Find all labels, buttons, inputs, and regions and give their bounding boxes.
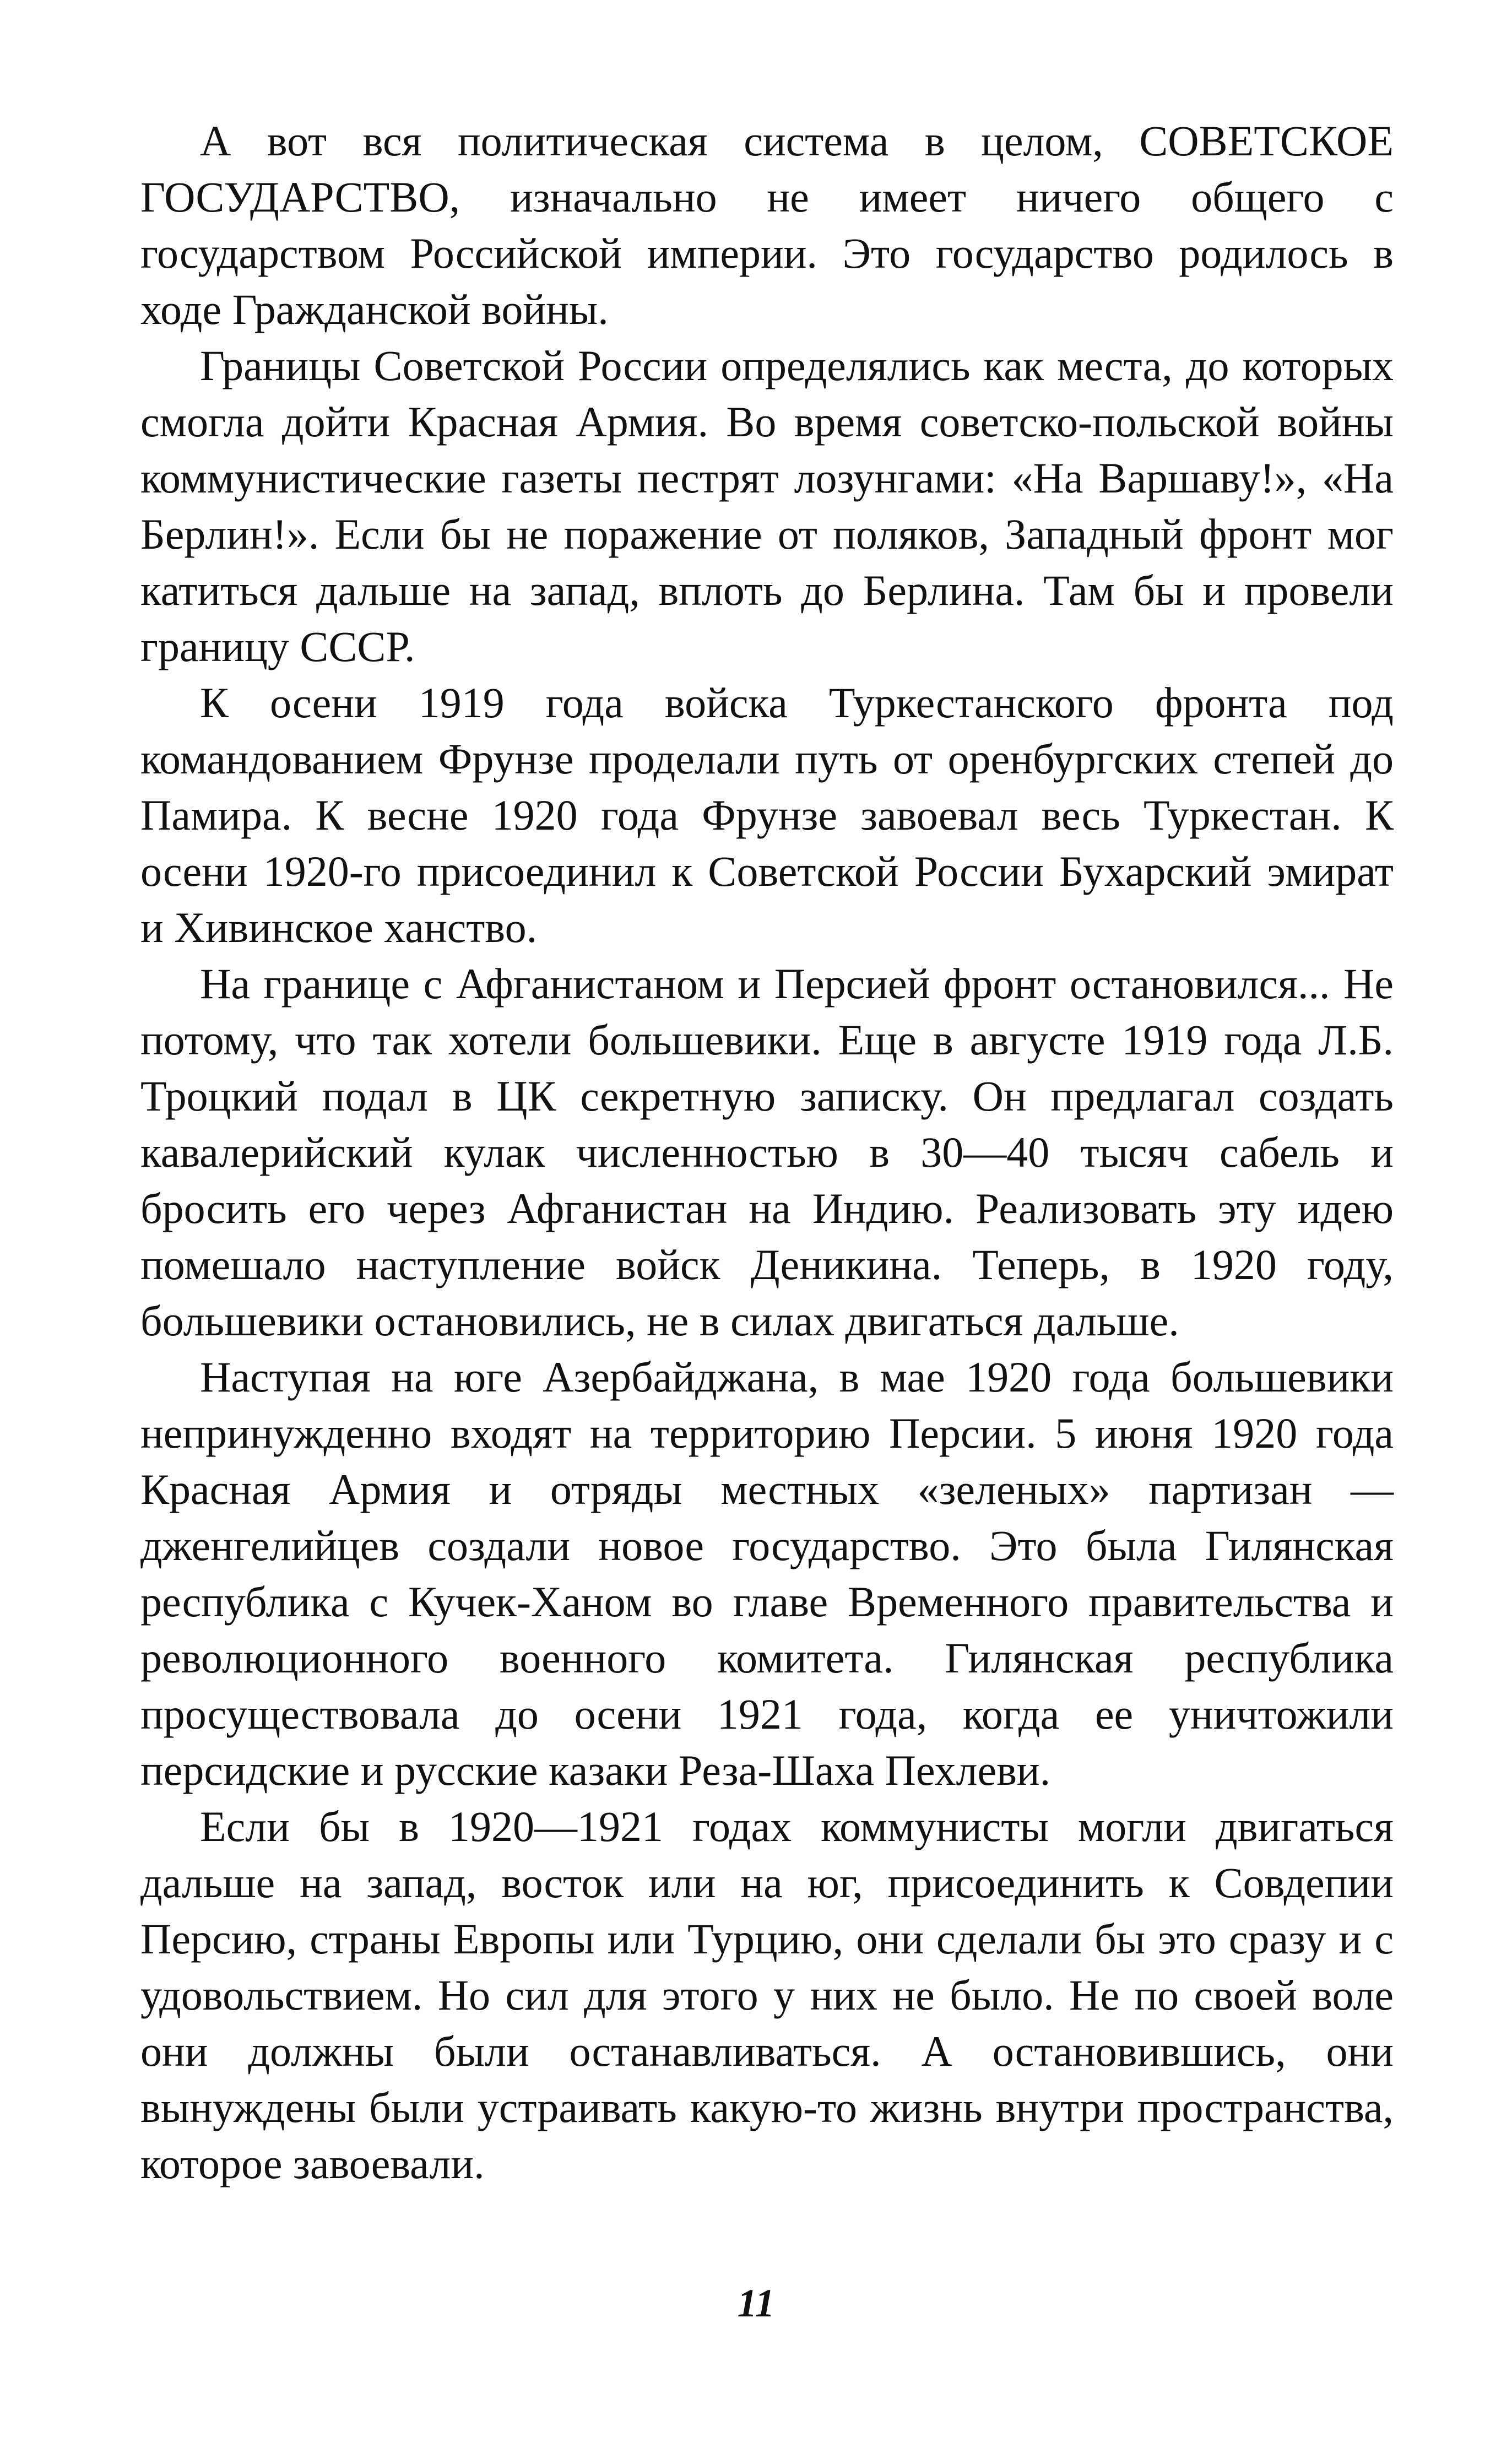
paragraph-1: А вот вся политическая система в целом, СОВЕТСКОЕ ГОСУДАРСТВО, изначально не имеет ничего общего с государством Российской империи. Это государство родилось в ходе Гражданской войны. [140,117,1394,333]
paragraph-5: Наступая на юге Азербайджана, в мае 1920 года большевики непринужденно входят на территорию Персии. 5 июня 1920 года Красная Армия и отряды местных «зеленых» партизан — дженгелийцев создали новое государство. Это была Гилянская республика с Кучек-Ханом во главе Временного правительства и революционного военного комитета. Гилянская республика просуществовала до осени 1921 года, когда ее уничтожили персидские и русские казаки Реза-Шаха Пехлеви. [140,1353,1394,1794]
paragraph-2: Границы Советской России определялись как места, до которых смогла дойти Красная Армия. Во время советско-польской войны коммунистические газеты пестрят лозунгами: «На Варшаву!», «На Берлин!». Если бы не поражение от поляков, Западный фронт мог катиться дальше на запад, вплоть до Берлина. Там бы и провели границу СССР. [140,342,1394,670]
paragraph-6: Если бы в 1920—1921 годах коммунисты могли двигаться дальше на запад, восток или на юг, присоединить к Совдепии Персию, страны Европы или Турцию, они сделали бы это сразу и с удовольствием. Но сил для этого у них не было. Не по своей воле они должны были останавливаться. А остановившись, они вынуждены были устраивать какую-то жизнь внутри пространства, которое завоевали. [140,1802,1394,2187]
page-body [140,113,1394,2192]
paragraph-3: К осени 1919 года войска Туркестанского фронта под командованием Фрунзе проделали путь от оренбургских степей до Памира. К весне 1920 года Фрунзе завоевал весь Туркестан. К осени 1920-го присоединил к Советской России Бухарский эмират и Хивинское ханство. [140,679,1394,951]
paragraph-4: На границе с Афганистаном и Персией фронт остановился... Не потому, что так хотели большевики. Еще в августе 1919 года Л.Б. Троцкий подал в ЦК секретную записку. Он предлагал создать кавалерийский кулак численностью в 30—40 тысяч сабель и бросить его через Афганистан на Индию. Реализовать эту идею помешало наступление войск Деникина. Теперь, в 1920 году, большевики остановились, не в силах двигаться дальше. [140,960,1394,1345]
page-number: 11 [737,2281,775,2325]
